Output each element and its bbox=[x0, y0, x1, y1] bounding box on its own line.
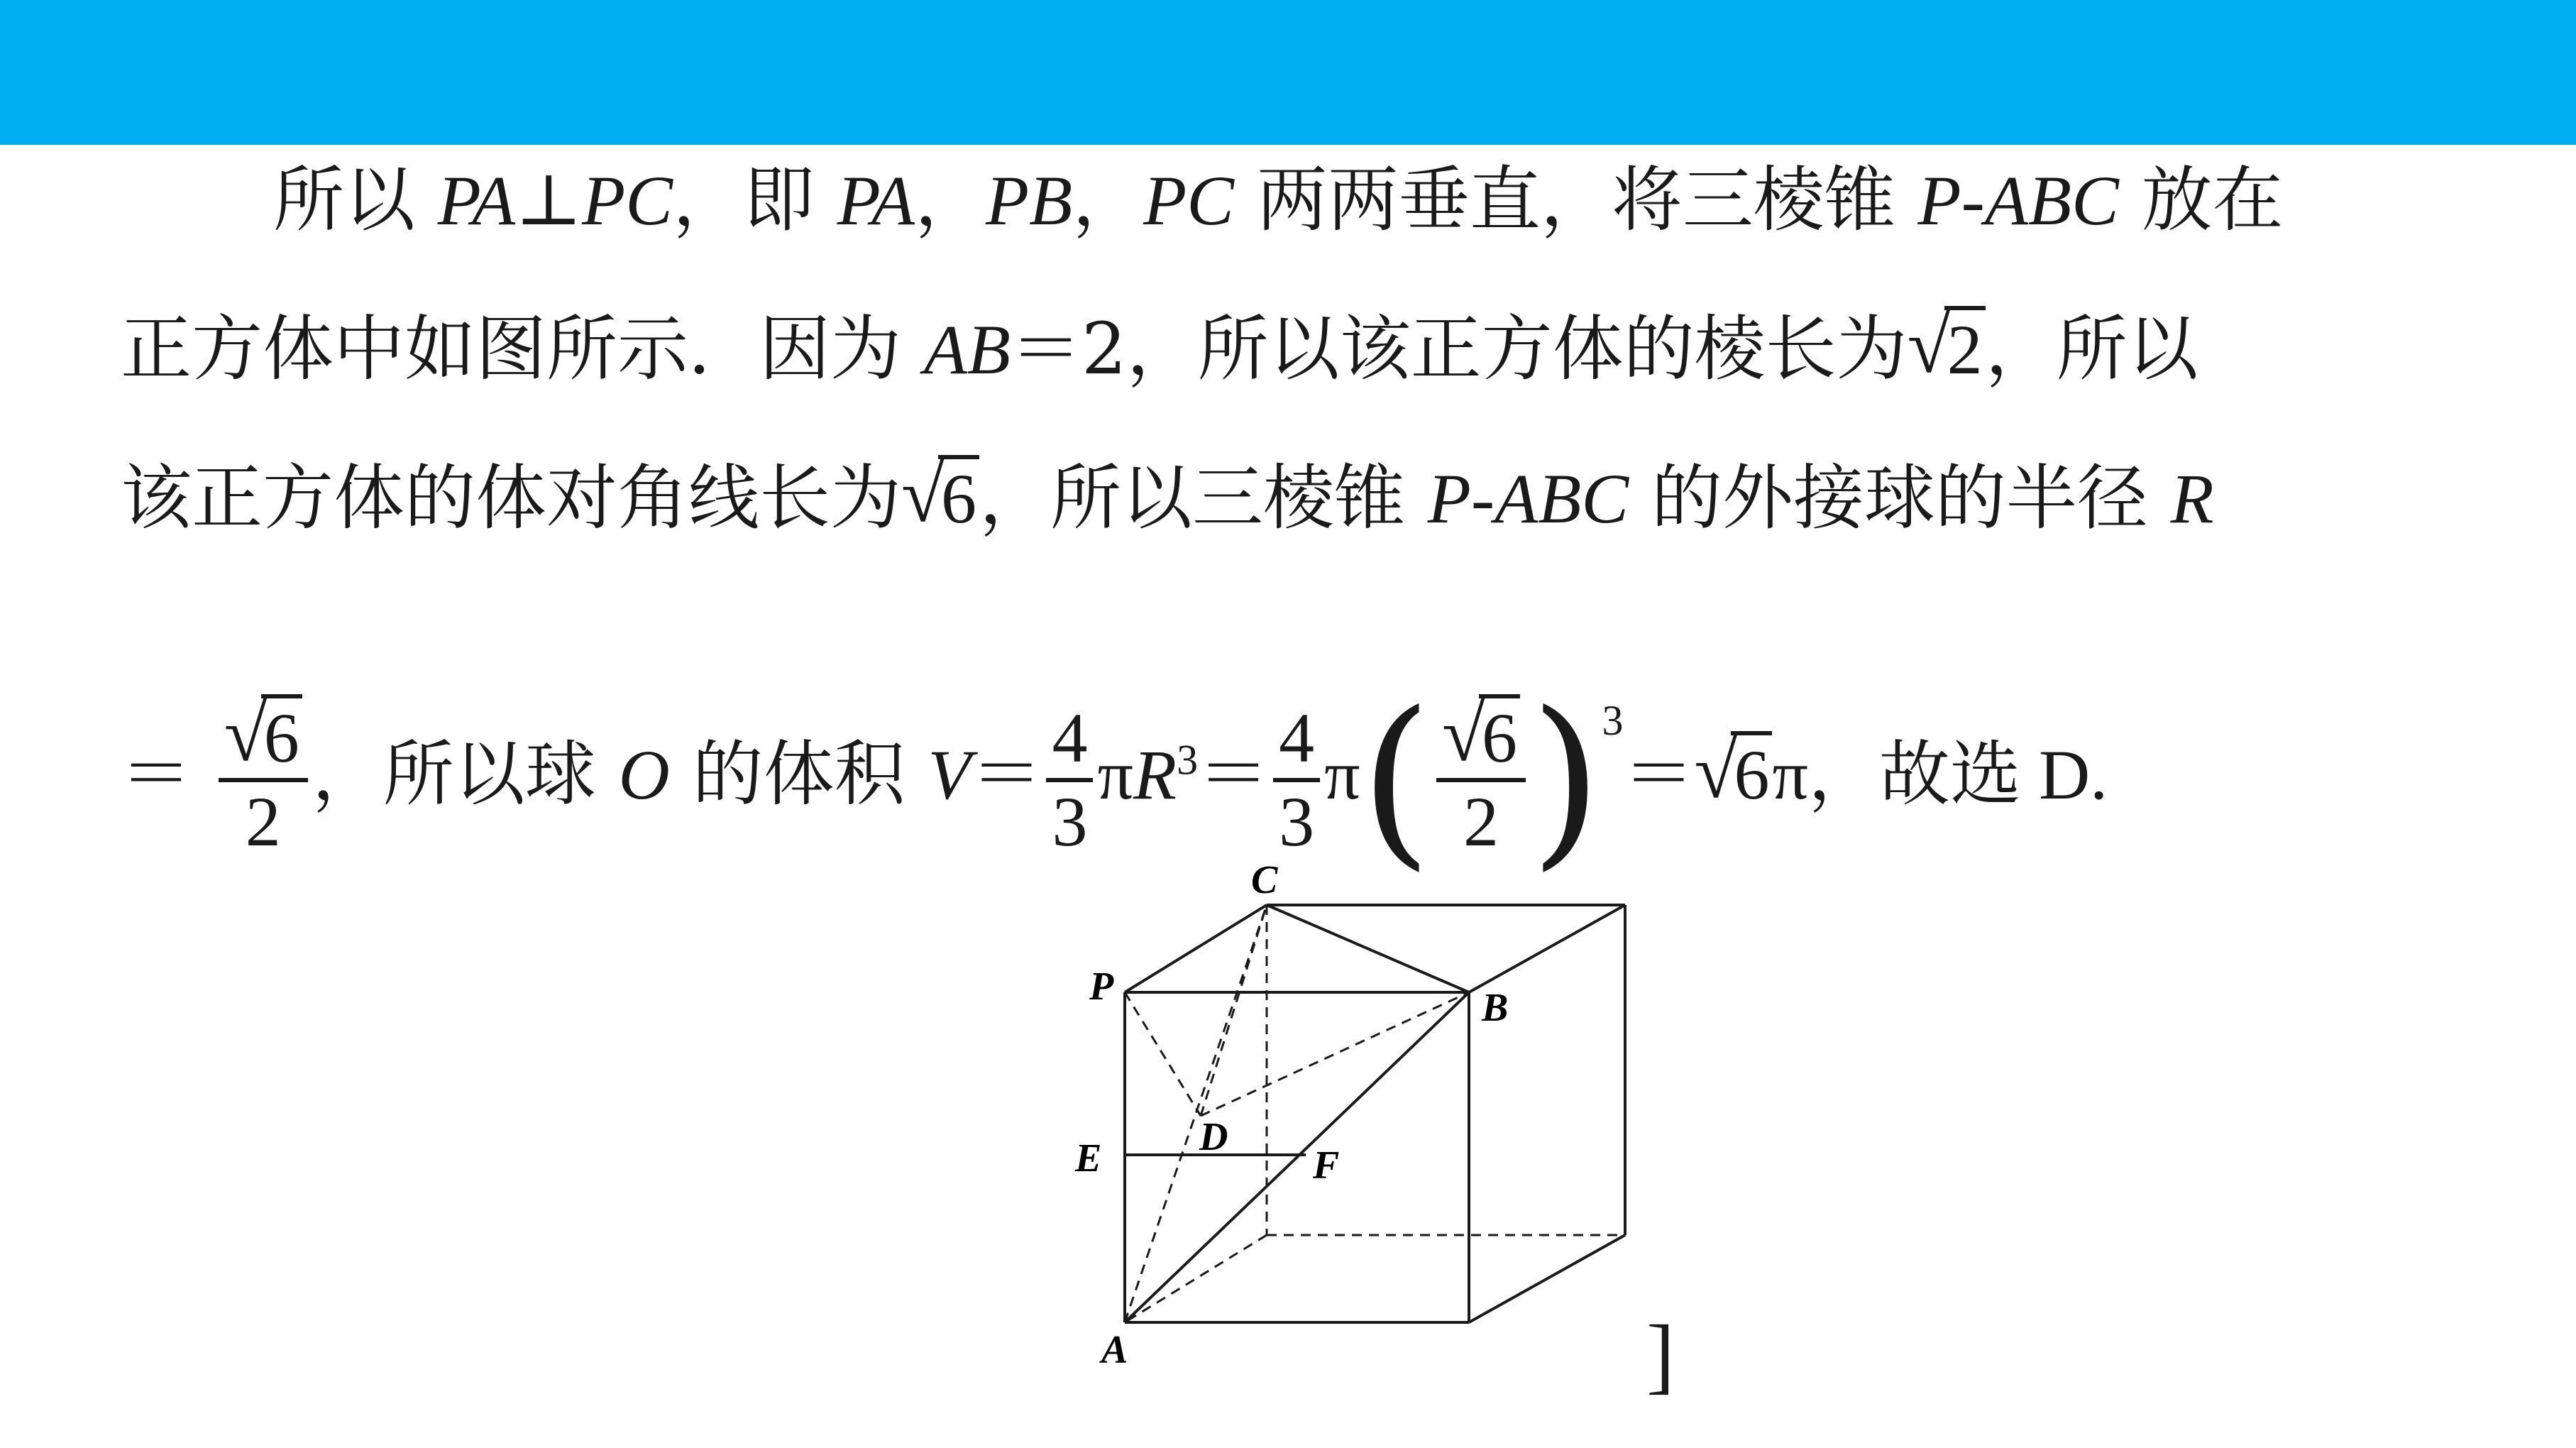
edge-back-bottom-right bbox=[1469, 1235, 1625, 1322]
sqrt-2: √ 2 bbox=[1908, 307, 1986, 393]
label-E: E bbox=[1075, 1136, 1102, 1180]
label-C: C bbox=[1251, 858, 1278, 902]
solution-line-4: ＝ √ 6 2 ，所以球 O 的体积 V＝ $\frac{4}{3}$ $\pi R^3=$ $\frac{4}{3}$ π( √ 6 2 )$^3$＝ √ 6π，故选 D. bbox=[121, 673, 2108, 888]
sqrt-6: √ 6 bbox=[901, 456, 979, 542]
hidden-DC bbox=[1201, 905, 1267, 1116]
solution-line-1: 所以 PA⊥PC，即 PA，PB，PC 两两垂直，将三棱锥 P-ABC 放在 bbox=[273, 158, 2284, 241]
fraction-4-over-3: $\frac{4}{3}$ bbox=[1046, 698, 1093, 862]
cube-figure bbox=[1050, 838, 1689, 1405]
label-D: D bbox=[1199, 1115, 1228, 1159]
closing-bracket: ] bbox=[1646, 1307, 1675, 1402]
fraction-sqrt6-over-2: √ 6 2 bbox=[219, 698, 308, 862]
sqrt-6-result: √ 6 bbox=[1694, 679, 1772, 871]
hidden-PD bbox=[1125, 992, 1201, 1116]
hidden-AC bbox=[1125, 905, 1267, 1322]
header-bar bbox=[0, 0, 2576, 145]
label-B: B bbox=[1482, 986, 1509, 1030]
solution-line-3: 该正方体的体对角线长为 √ 6，所以三棱锥 P-ABC 的外接球的半径 R bbox=[121, 456, 2484, 542]
label-A: A bbox=[1101, 1328, 1128, 1372]
edge-CB bbox=[1267, 905, 1469, 992]
hidden-DB bbox=[1201, 992, 1469, 1116]
hidden-edge-bottom-left bbox=[1125, 1235, 1267, 1322]
solution-line-2: 正方体中如图所示．因为 AB＝2，所以该正方体的棱长为 √ 2，所以 bbox=[121, 307, 2484, 393]
label-F: F bbox=[1313, 1143, 1340, 1188]
label-P: P bbox=[1089, 965, 1114, 1009]
fraction-sqrt6-over-2-b: √ 6 2 bbox=[1436, 698, 1526, 862]
edge-back-B bbox=[1469, 905, 1625, 992]
fraction-4-over-3-b: $\frac{4}{3}$ bbox=[1273, 698, 1320, 862]
edge-PC bbox=[1125, 905, 1267, 992]
edge-AB bbox=[1125, 992, 1469, 1322]
